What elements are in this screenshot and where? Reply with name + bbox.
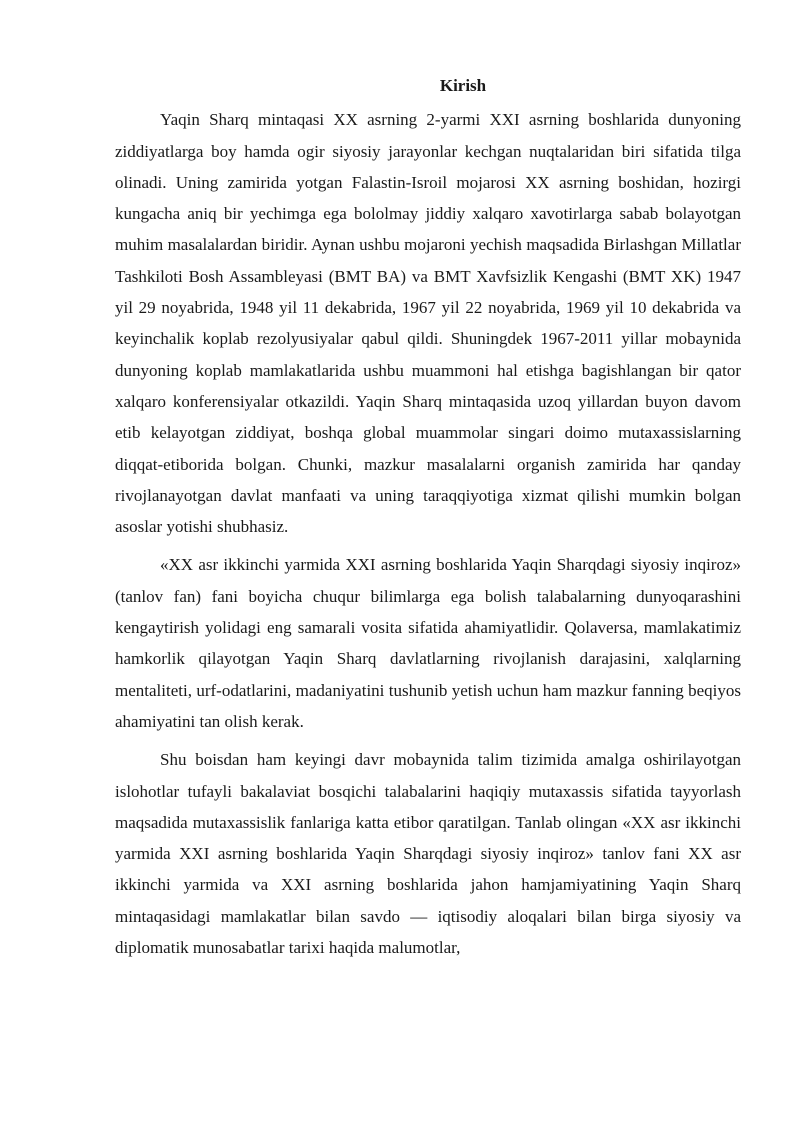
paragraph-2: «XX asr ikkinchi yarmida XXI asrning boshlarida Yaqin Sharqdagi siyosiy inqiroz» (tanlov fan) fani boyicha chuqur bilimlarga ega bolish talabalarning dunyoqarashini kengaytirish yolidagi eng samarali vosita sifatida ahamiyatlidir. Qolaversa, mamlakatimiz hamkorlik qilayotgan Yaqin Sharq davlatlarning rivojlanish darajasini, xalqlarning mentaliteti, urf-odatlarini, madaniyatini tushunib yetish uchun ham mazkur fanning beqiyos ahamiyatini tan olish kerak. <box>115 555 741 731</box>
paragraph-3: Shu boisdan ham keyingi davr mobaynida talim tizimida amalga oshirilayotgan islohotlar tufayli bakalaviat bosqichi talabalarini haqiqiy mutaxassis sifatida tayyorlash maqsadida mutaxassislik fanlariga katta etibor qaratilgan. Tanlab olingan «XX asr ikkinchi yarmida XXI asrning boshlarida Yaqin Sharqdagi siyosiy inqiroz» tanlov fani XX asr ikkinchi yarmida va XXI asrning boshlarida jahon hamjamiyatining Yaqin Sharq mintaqasidagi mamlakatlar bilan savdo — iqtisodiy aloqalari bilan birga siyosiy va diplomatik munosabatlar tarixi haqida malumotlar, <box>115 750 741 958</box>
document-body <box>115 70 741 970</box>
page-title: Kirish <box>439 76 487 95</box>
paragraph-1: Yaqin Sharq mintaqasi XX asrning 2-yarmi XXI asrning boshlarida dunyoning ziddiyatlarga boy hamda ogir siyosiy jarayonlar kechgan nuqtalaridan biri sifatida tilga olinadi. Uning zamirida yotgan Falastin-Isroil mojarosi XX asrning boshidan, hozirgi kungacha aniq bir yechimga ega bololmay jiddiy xalqaro xavotirlarga sabab bolayotgan muhim masalalardan biridir. Aynan ushbu mojaroni yechish maqsadida Birlashgan Millatlar Tashkiloti Bosh Assambleyasi (BMT BA) va BMT Xavfsizlik Kengashi (BMT XK) 1947 yil 29 noyabrida, 1948 yil 11 dekabrida, 1967 yil 22 noyabrida, 1969 yil 10 dekabrida va keyinchalik koplab rezolyusiyalar qabul qildi. Shuningdek 1967-2011 yillar mobaynida dunyoning koplab mamlakatlarida ushbu muammoni hal etishga bagishlangan bir qator xalqaro konferensiyalar otkazildi. Yaqin Sharq mintaqasida uzoq yillardan buyon davom etib kelayotgan ziddiyat, boshqa global muammolar singari doimo mutaxassislarning diqqat-etiborida bolgan. Chunki, mazkur masalalarni organish zamirida har qanday rivojlanayotgan davlat manfaati va uning taraqqiyotiga xizmat qilishi mumkin bolgan asoslar yotishi shubhasiz. <box>115 110 741 537</box>
